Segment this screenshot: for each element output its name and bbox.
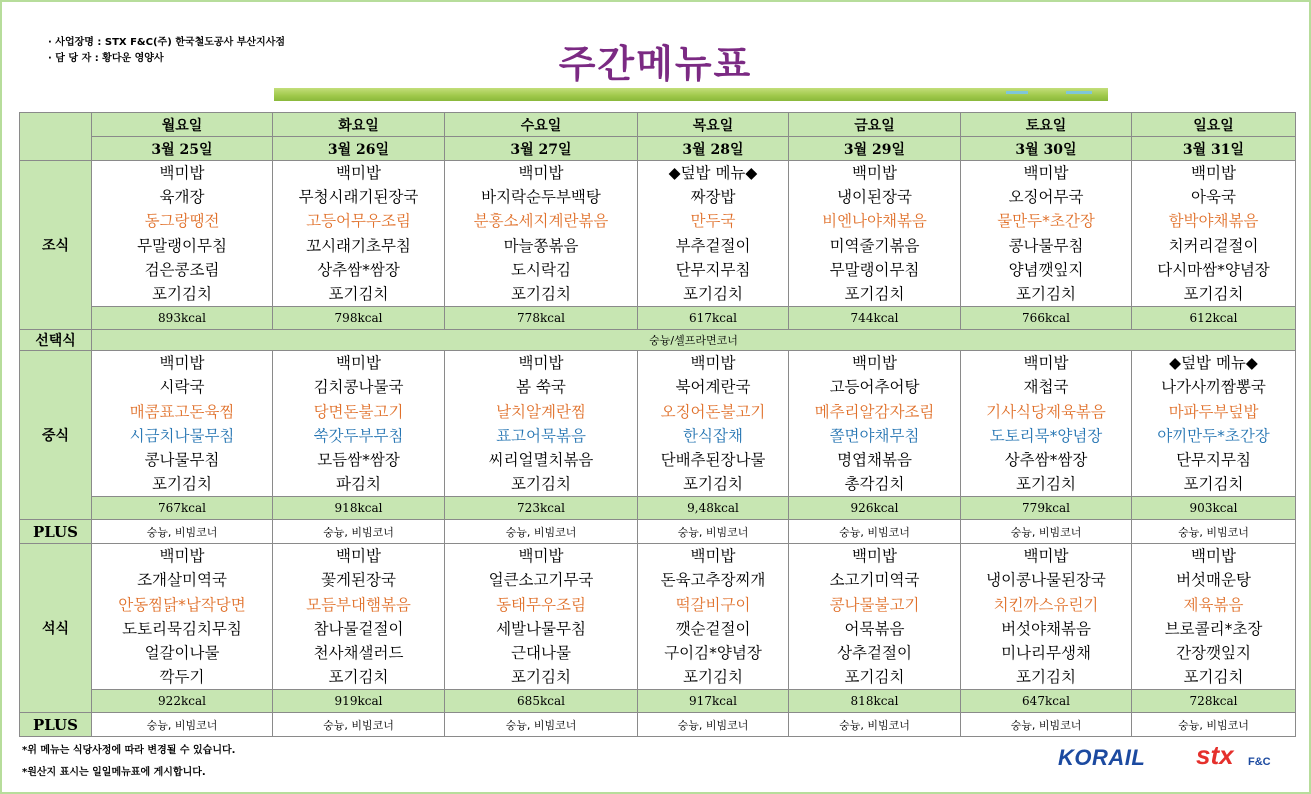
dish-item: 제육볶음	[1183, 595, 1244, 614]
dish-item: 도토리묵*양념장	[989, 426, 1103, 445]
dish-item: 포기김치	[1183, 668, 1244, 687]
dish-item: 간장깻잎지	[1176, 644, 1251, 662]
dish-item: 백미밥	[336, 547, 381, 566]
plus-text: 숭늉, 비빔코너	[638, 520, 789, 544]
dish-item: 포기김치	[511, 284, 571, 303]
lunch-label: 중식	[20, 351, 92, 520]
breakfast-label: 조식	[20, 161, 92, 330]
site-name: · 사업장명 : STX F&C(주) 한국철도공사 부산지사점	[48, 37, 286, 48]
manager-name: · 담 당 자 : 황다운 영양사	[48, 53, 164, 64]
dish-item: 매콤표고돈육찜	[129, 402, 235, 421]
dish-item: 백미밥	[159, 354, 205, 373]
dish-item: 냉이된장국	[837, 188, 912, 207]
dish-item: 백미밥	[336, 164, 381, 182]
select-label: 선택식	[20, 330, 92, 351]
dish-item: 포기김치	[1016, 668, 1076, 687]
kcal-value: 926kcal	[789, 497, 961, 520]
dinner-cell	[638, 544, 789, 690]
dish-item: 미나리무생채	[1001, 644, 1091, 662]
dish-item: 모듬쌈*쌈장	[317, 450, 400, 469]
dish-item: 콩나물무침	[144, 450, 220, 469]
dish-item: 포기김치	[152, 284, 212, 303]
dish-item: 백미밥	[159, 547, 205, 566]
dish-item: 백미밥	[518, 354, 564, 373]
dish-item: 세발나물무침	[496, 619, 586, 638]
plus-text: 숭늉, 비빔코너	[92, 713, 273, 737]
dish-item: 떡갈비구이	[675, 595, 751, 614]
lunch-cell	[961, 351, 1132, 497]
plus-label: PLUS	[20, 520, 92, 544]
dish-item: 콩나물불고기	[829, 595, 920, 614]
kcal-value: 893kcal	[92, 307, 273, 330]
dish-item: 명엽채볶음	[837, 450, 912, 469]
plus-text: 숭늉, 비빔코너	[789, 520, 961, 544]
dish-item: 오징어돈불고기	[660, 402, 766, 421]
dish-item: 꽃게된장국	[321, 571, 396, 590]
dish-item: 소고기미역국	[829, 571, 920, 590]
dish-item: 당면돈불고기	[313, 402, 404, 421]
day-name: 목요일	[638, 113, 789, 137]
lunch-cell	[445, 351, 638, 497]
dish-item: 한식잡채	[683, 426, 743, 445]
kcal-value: 728kcal	[1132, 690, 1296, 713]
lunch-cell	[638, 351, 789, 497]
kcal-value: 647kcal	[961, 690, 1132, 713]
plus-text: 숭늉, 비빔코너	[273, 520, 445, 544]
dish-item: 버섯매운탕	[1176, 571, 1251, 590]
dish-item: 참나물겉절이	[313, 619, 404, 638]
dish-item: 포기김치	[511, 475, 571, 494]
lunch-cell	[92, 351, 273, 497]
stx-logo: stx	[1196, 740, 1234, 770]
dish-item: 미역줄기볶음	[829, 236, 920, 255]
kcal-value: 685kcal	[445, 690, 638, 713]
dish-item: 부추겉절이	[675, 236, 751, 255]
dish-item: 돈육고추장찌개	[660, 571, 766, 590]
lunch-cell	[1132, 351, 1296, 497]
kcal-value: 9,48kcal	[638, 497, 789, 520]
dish-item: 포기김치	[844, 284, 905, 303]
day-name: 월요일	[92, 113, 273, 137]
dish-item: 백미밥	[518, 547, 564, 566]
dish-item: 만두국	[690, 212, 736, 231]
breakfast-cell	[92, 161, 273, 307]
dish-item: 메추리알감자조림	[814, 402, 935, 421]
dish-item: 포기김치	[683, 668, 743, 687]
breakfast-cell	[273, 161, 445, 307]
lunch-cell	[789, 351, 961, 497]
korail-logo: KORAIL	[1058, 745, 1146, 770]
dish-item: 상추쌈*쌈장	[317, 260, 400, 279]
dinner-cell	[92, 544, 273, 690]
dinner-label: 석식	[20, 544, 92, 713]
dish-item: 안동찜닭*납작당면	[118, 595, 246, 614]
day-date: 3월 25일	[92, 137, 273, 161]
dish-item: ◆덮밥 메뉴◆	[1169, 354, 1258, 373]
dish-item: 검은콩조림	[144, 260, 220, 279]
dish-item: 근대나물	[511, 644, 571, 662]
day-date: 3월 29일	[789, 137, 961, 161]
dish-item: 쑥갓두부무침	[313, 426, 404, 445]
plus-text: 숭늉, 비빔코너	[445, 520, 638, 544]
dish-item: 단무지무침	[675, 260, 751, 279]
dish-item: 마파두부덮밥	[1168, 402, 1259, 421]
dish-item: 날치알계란찜	[496, 402, 586, 421]
dish-item: 포기김치	[844, 668, 905, 687]
weekly-menu-table	[19, 112, 1296, 737]
dish-item: 포기김치	[511, 668, 571, 687]
kcal-value: 917kcal	[638, 690, 789, 713]
dish-item: 어묵볶음	[844, 619, 905, 638]
dish-item: 얼갈이나물	[144, 644, 220, 662]
kcal-value: 798kcal	[273, 307, 445, 330]
dish-item: 마늘쫑볶음	[503, 236, 579, 255]
dish-item: 포기김치	[152, 475, 212, 494]
dish-item: 포기김치	[1016, 284, 1076, 303]
dish-item: 천사채샐러드	[313, 644, 404, 662]
dish-item: 치커리겉절이	[1168, 236, 1259, 255]
plus-text: 숭늉, 비빔코너	[1132, 713, 1296, 737]
kcal-value: 767kcal	[92, 497, 273, 520]
dish-item: 치킨까스유린기	[993, 595, 1099, 614]
dish-item: 포기김치	[1183, 475, 1244, 494]
breakfast-cell	[1132, 161, 1296, 307]
note-origin: *원산지 표시는 일일메뉴표에 게시합니다.	[22, 767, 206, 778]
dish-item: 야끼만두*초간장	[1157, 426, 1270, 445]
title-band	[274, 88, 1108, 101]
dish-item: 무말랭이무침	[137, 236, 227, 255]
dish-item: ◆덮밥 메뉴◆	[668, 164, 758, 182]
plus-label: PLUS	[20, 713, 92, 737]
dish-item: 단배추된장나물	[660, 450, 766, 469]
dish-item: 재첩국	[1023, 378, 1069, 397]
kcal-value: 818kcal	[789, 690, 961, 713]
kcal-value: 744kcal	[789, 307, 961, 330]
dish-item: 양념깻잎지	[1008, 260, 1084, 279]
day-name: 금요일	[789, 113, 961, 137]
dish-item: 상추겉절이	[837, 644, 912, 662]
breakfast-cell	[961, 161, 1132, 307]
dinner-cell	[961, 544, 1132, 690]
dish-item: 나가사끼짬뽕국	[1161, 378, 1266, 397]
kcal-value: 903kcal	[1132, 497, 1296, 520]
dish-item: 포기김치	[683, 284, 743, 303]
kcal-value: 723kcal	[445, 497, 638, 520]
dish-item: 포기김치	[1016, 475, 1076, 494]
dish-item: 단무지무침	[1176, 450, 1251, 469]
dish-item: 백미밥	[1191, 164, 1236, 182]
dish-item: 냉이콩나물된장국	[986, 571, 1106, 590]
dinner-cell	[273, 544, 445, 690]
dish-item: 김치콩나물국	[313, 378, 404, 397]
dish-item: 백미밥	[852, 547, 897, 566]
dish-item: 백미밥	[1023, 354, 1069, 373]
page-title: 주간메뉴표	[558, 42, 753, 86]
dish-item: 포기김치	[328, 668, 389, 687]
header-corner	[20, 113, 92, 161]
dish-item: 고등어추어탕	[829, 378, 920, 397]
dish-item: 동그랑땡전	[144, 212, 220, 231]
dish-item: 짜장밥	[690, 188, 736, 207]
dish-item: 무청시래기된장국	[298, 188, 419, 207]
day-name: 일요일	[1132, 113, 1296, 137]
plus-text: 숭늉, 비빔코너	[961, 520, 1132, 544]
dish-item: 콩나물무침	[1008, 236, 1084, 255]
dish-item: 무말랭이무침	[829, 260, 920, 279]
plus-text: 숭늉, 비빔코너	[638, 713, 789, 737]
plus-text: 숭늉, 비빔코너	[445, 713, 638, 737]
dish-item: 비엔나야채볶음	[822, 212, 927, 231]
breakfast-cell	[445, 161, 638, 307]
day-date: 3월 27일	[445, 137, 638, 161]
day-date: 3월 30일	[961, 137, 1132, 161]
dish-item: 백미밥	[852, 164, 897, 182]
dish-item: 백미밥	[852, 354, 897, 373]
dish-item: 오징어무국	[1008, 188, 1084, 207]
dish-item: 백미밥	[518, 164, 564, 182]
dinner-cell	[789, 544, 961, 690]
dish-item: 동태무우조림	[496, 595, 586, 614]
dish-item: 브로콜리*초장	[1164, 619, 1263, 638]
kcal-value: 918kcal	[273, 497, 445, 520]
kcal-value: 617kcal	[638, 307, 789, 330]
dish-item: 봄 쑥국	[516, 378, 566, 397]
dish-item: 모듬부대햄볶음	[306, 595, 411, 614]
lunch-cell	[273, 351, 445, 497]
day-date: 3월 31일	[1132, 137, 1296, 161]
dish-item: 북어계란국	[675, 378, 751, 397]
dish-item: 기사식당제육볶음	[986, 402, 1106, 421]
day-name: 토요일	[961, 113, 1132, 137]
dish-item: 백미밥	[1023, 547, 1069, 566]
breakfast-cell	[789, 161, 961, 307]
plus-text: 숭늉, 비빔코너	[92, 520, 273, 544]
dish-item: 조개살미역국	[137, 571, 227, 590]
dish-item: 포기김치	[1183, 284, 1244, 303]
kcal-value: 612kcal	[1132, 307, 1296, 330]
dish-item: 포기김치	[683, 475, 743, 494]
dish-item: 시락국	[159, 378, 205, 397]
dish-item: 파김치	[336, 475, 381, 494]
dish-item: 상추쌈*쌈장	[1004, 450, 1088, 469]
plus-text: 숭늉, 비빔코너	[273, 713, 445, 737]
dish-item: 물만두*초간장	[997, 212, 1095, 231]
dinner-cell	[445, 544, 638, 690]
dish-item: 꼬시래기초무침	[306, 236, 411, 255]
dish-item: 시금치나물무침	[129, 426, 235, 445]
plus-text: 숭늉, 비빔코너	[789, 713, 961, 737]
dish-item: 버섯야채볶음	[1001, 619, 1091, 638]
dish-item: 바지락순두부백탕	[481, 188, 601, 207]
dish-item: 표고어묵볶음	[496, 426, 586, 445]
dish-item: 백미밥	[690, 547, 736, 566]
dish-item: 백미밥	[1191, 547, 1236, 566]
dish-item: 백미밥	[159, 164, 205, 182]
dish-item: 고등어무우조림	[306, 212, 411, 231]
stx-fc-logo: F&C	[1248, 756, 1271, 768]
dish-item: 총각김치	[844, 475, 905, 494]
dish-item: 씨리얼멸치볶음	[488, 450, 594, 469]
dinner-cell	[1132, 544, 1296, 690]
kcal-value: 922kcal	[92, 690, 273, 713]
dish-item: 다시마쌈*양념장	[1157, 260, 1270, 279]
dish-item: 깍두기	[159, 668, 205, 687]
dish-item: 구이김*양념장	[664, 644, 762, 662]
dish-item: 분홍소세지계란볶음	[473, 212, 609, 231]
dish-item: 백미밥	[1023, 164, 1069, 182]
dish-item: 깻순겉절이	[675, 619, 751, 638]
select-text: 숭늉/셀프라면코너	[92, 330, 1296, 351]
dish-item: 쫄면야채무침	[829, 426, 920, 445]
plus-text: 숭늉, 비빔코너	[1132, 520, 1296, 544]
day-name: 수요일	[445, 113, 638, 137]
kcal-value: 779kcal	[961, 497, 1132, 520]
dish-item: 도토리묵김치무침	[122, 619, 242, 638]
dish-item: 도시락김	[511, 260, 571, 279]
breakfast-cell	[638, 161, 789, 307]
dish-item: 육개장	[159, 188, 205, 207]
dish-item: 얼큰소고기무국	[488, 571, 594, 590]
plus-text: 숭늉, 비빔코너	[961, 713, 1132, 737]
day-date: 3월 28일	[638, 137, 789, 161]
dish-item: 백미밥	[690, 354, 736, 373]
dish-item: 포기김치	[328, 284, 389, 303]
dish-item: 백미밥	[336, 354, 381, 373]
dish-item: 함박야채볶음	[1168, 212, 1259, 231]
kcal-value: 778kcal	[445, 307, 638, 330]
day-name: 화요일	[273, 113, 445, 137]
note-change: *위 메뉴는 식당사정에 따라 변경될 수 있습니다.	[22, 745, 236, 756]
day-date: 3월 26일	[273, 137, 445, 161]
dish-item: 아욱국	[1191, 188, 1236, 207]
kcal-value: 919kcal	[273, 690, 445, 713]
kcal-value: 766kcal	[961, 307, 1132, 330]
